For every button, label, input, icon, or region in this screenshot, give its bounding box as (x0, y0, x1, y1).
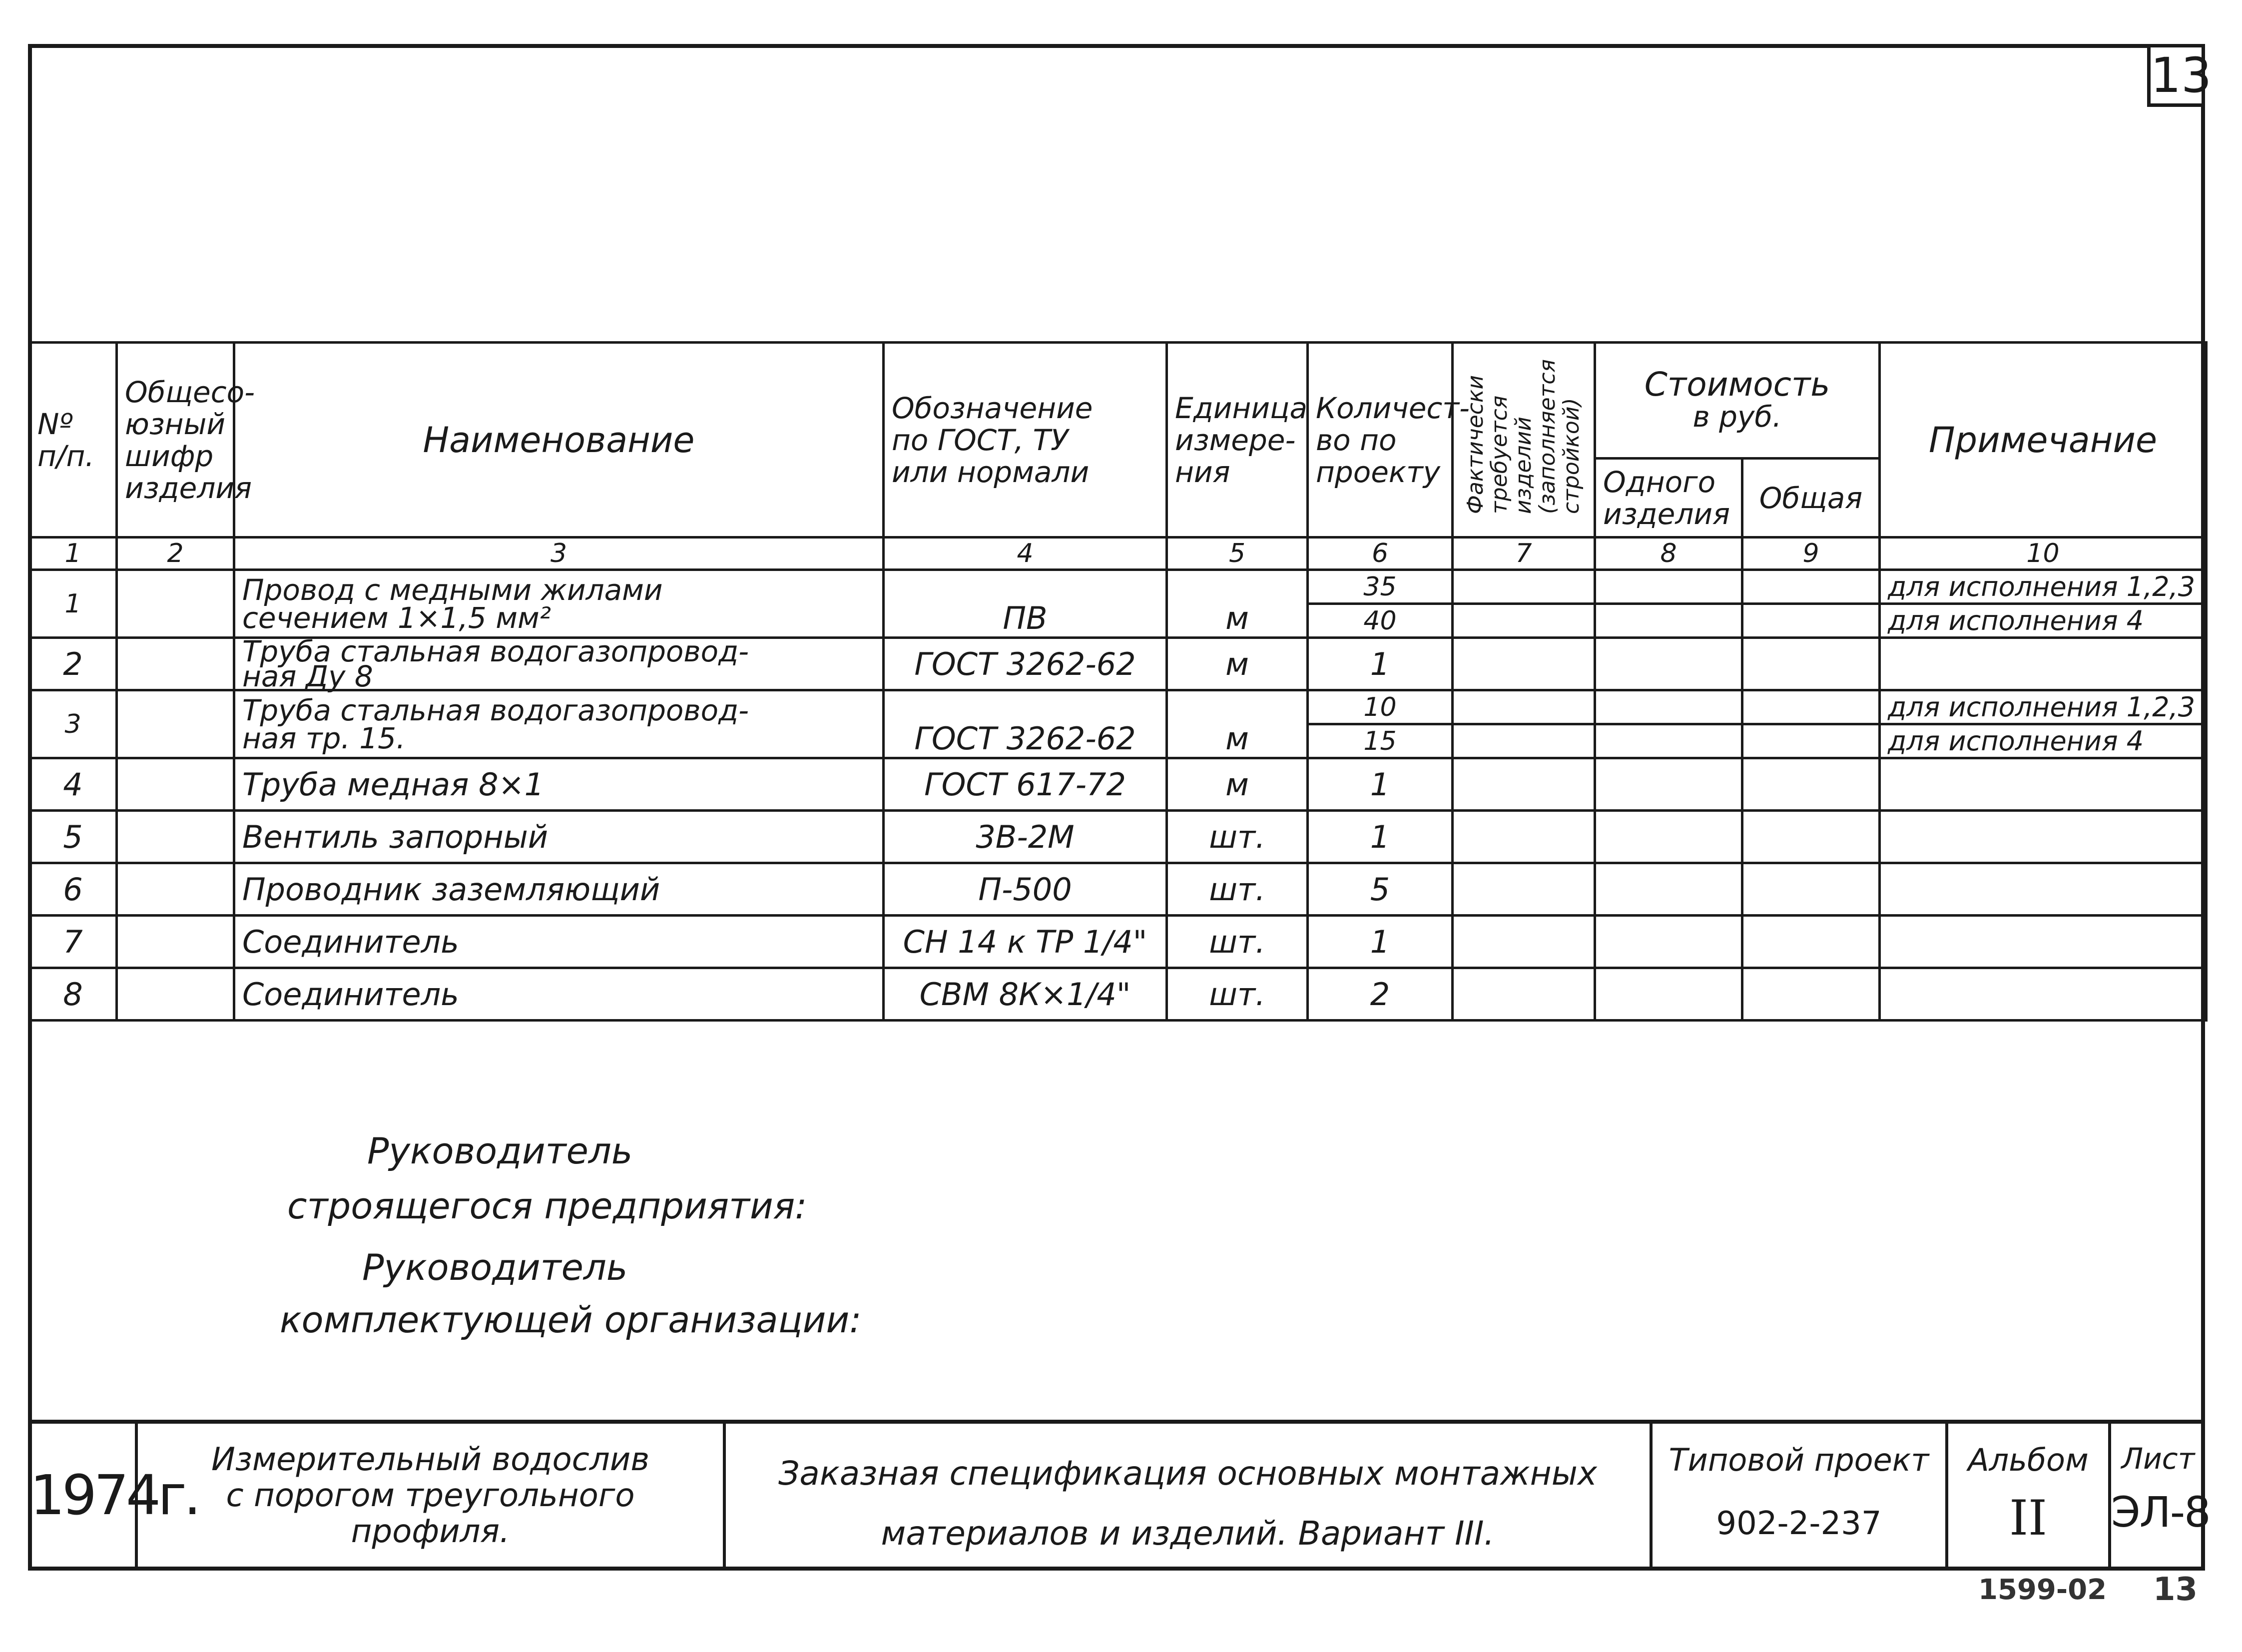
title-object-cell (138, 1424, 726, 1567)
row-num: 6 (29, 863, 117, 916)
row-name: Соединитель (234, 916, 884, 968)
row-remark: для исполнения 1,2,3 (1880, 570, 2207, 604)
row-name: Труба стальная водогазопровод- ная тр. 15. (234, 690, 884, 758)
row-name: Труба медная 8×1 (234, 758, 884, 811)
row-actual (1453, 863, 1595, 916)
row-num: 5 (29, 811, 117, 863)
row-qty: 1 (1308, 758, 1453, 811)
row-cipher (117, 916, 234, 968)
row-unit: шт. (1167, 968, 1308, 1021)
title-document-line: материалов и изделий. Вариант III. (881, 1514, 1495, 1553)
row-name: Труба стальная водогазопровод- ная Ду 8 (234, 638, 884, 690)
row-name: Провод с медными жилами сечением 1×1,5 мм² (234, 570, 884, 638)
row-designation: ГОСТ 3262-62 (884, 638, 1167, 690)
row-cipher (117, 638, 234, 690)
row-actual (1453, 811, 1595, 863)
row-unit: м (1167, 570, 1308, 638)
title-block (28, 1420, 2210, 1571)
title-sheet-value: ЭЛ-8 (2111, 1488, 2210, 1537)
row-qty: 5 (1308, 863, 1453, 916)
row-actual (1453, 968, 1595, 1021)
row-cost-one (1595, 811, 1742, 863)
row-cipher (117, 570, 234, 638)
signature-label-1: Руководитель (367, 1130, 633, 1172)
row-cipher (117, 863, 234, 916)
title-project-cell (1653, 1424, 1948, 1567)
row-cost-one (1595, 690, 1742, 724)
row-actual (1453, 570, 1595, 604)
row-cost-total (1742, 916, 1880, 968)
archive-mark: 1599-02 (1978, 1574, 2107, 1606)
table-row (29, 570, 2207, 604)
column-number-row (29, 538, 2207, 570)
title-object-line: с порогом треугольного (226, 1477, 635, 1514)
row-remark (1880, 863, 2207, 916)
signature-label-2: Руководитель (362, 1246, 628, 1288)
title-object-line: профиля. (351, 1513, 510, 1550)
table-row (29, 916, 2207, 968)
header-remark: Примечание (1880, 343, 2207, 538)
title-album-value: II (2009, 1490, 2047, 1546)
title-object-line: Измерительный водослив (211, 1441, 650, 1478)
row-designation: ГОСТ 3262-62 (884, 690, 1167, 758)
row-qty: 35 (1308, 570, 1453, 604)
row-qty: 10 (1308, 690, 1453, 724)
row-num: 8 (29, 968, 117, 1021)
row-actual (1453, 638, 1595, 690)
row-actual (1453, 916, 1595, 968)
row-cost-one (1595, 968, 1742, 1021)
table-row (29, 811, 2207, 863)
row-cost-one (1595, 724, 1742, 758)
row-cost-total (1742, 570, 1880, 604)
header-designation: Обозначение по ГОСТ, ТУ или нормали (884, 343, 1167, 538)
row-actual (1453, 724, 1595, 758)
row-designation: ПВ (884, 570, 1167, 638)
sheet-number: 13 (2147, 44, 2205, 107)
row-unit: шт. (1167, 811, 1308, 863)
row-unit: шт. (1167, 863, 1308, 916)
title-project-label: Типовой проект (1669, 1442, 1929, 1478)
row-name: Соединитель (234, 968, 884, 1021)
table-row (29, 863, 2207, 916)
table-row (29, 638, 2207, 690)
header-unit: Единица измере- ния (1167, 343, 1308, 538)
row-num: 3 (29, 690, 117, 758)
specification-table (28, 341, 2208, 1022)
row-remark (1880, 638, 2207, 690)
row-cost-total (1742, 690, 1880, 724)
row-designation: 3В-2М (884, 811, 1167, 863)
row-cost-one (1595, 916, 1742, 968)
row-remark: для исполнения 4 (1880, 604, 2207, 638)
row-remark: для исполнения 4 (1880, 724, 2207, 758)
header-row (29, 343, 2207, 459)
row-num: 4 (29, 758, 117, 811)
row-cost-one (1595, 570, 1742, 604)
table-row (29, 690, 2207, 724)
row-unit: м (1167, 758, 1308, 811)
row-num: 1 (29, 570, 117, 638)
row-cost-total (1742, 863, 1880, 916)
table-row (29, 758, 2207, 811)
title-album-label: Альбом (1968, 1442, 2089, 1478)
table-row (29, 968, 2207, 1021)
row-num: 7 (29, 916, 117, 968)
row-remark (1880, 811, 2207, 863)
row-num: 2 (29, 638, 117, 690)
row-name: Проводник заземляющий (234, 863, 884, 916)
col-number: 5 (1167, 538, 1308, 570)
title-project-number: 902-2-237 (1716, 1505, 1882, 1542)
row-unit: м (1167, 638, 1308, 690)
row-remark (1880, 916, 2207, 968)
title-sheet-label: Лист (2121, 1442, 2195, 1476)
row-actual (1453, 604, 1595, 638)
col-number: 8 (1595, 538, 1742, 570)
col-number: 3 (234, 538, 884, 570)
col-number: 9 (1742, 538, 1880, 570)
signature-label-1b: строящегося предприятия: (287, 1185, 807, 1227)
row-designation: П-500 (884, 863, 1167, 916)
row-cipher (117, 968, 234, 1021)
col-number: 6 (1308, 538, 1453, 570)
row-actual (1453, 690, 1595, 724)
row-cost-total (1742, 638, 1880, 690)
header-cipher: Общесо- юзный шифр изделия (117, 343, 234, 538)
col-number: 1 (29, 538, 117, 570)
row-designation: СН 14 к ТР 1/4" (884, 916, 1167, 968)
row-unit: м (1167, 690, 1308, 758)
row-cost-total (1742, 724, 1880, 758)
row-designation: СВМ 8К×1/4" (884, 968, 1167, 1021)
row-qty: 1 (1308, 638, 1453, 690)
header-num: Nº п/п. (29, 343, 117, 538)
title-year: 1974г. (30, 1463, 198, 1527)
row-cost-one (1595, 863, 1742, 916)
row-cipher (117, 811, 234, 863)
row-cost-total (1742, 968, 1880, 1021)
row-cost-one (1595, 758, 1742, 811)
title-year-cell (28, 1424, 198, 1567)
row-name: Вентиль запорный (234, 811, 884, 863)
row-qty: 40 (1308, 604, 1453, 638)
archive-mark-page: 13 (2153, 1571, 2198, 1608)
title-sheet-cell (2111, 1424, 2210, 1567)
row-remark: для исполнения 1,2,3 (1880, 690, 2207, 724)
row-qty: 2 (1308, 968, 1453, 1021)
row-qty: 1 (1308, 811, 1453, 863)
header-cost-total: Общая (1742, 459, 1880, 538)
title-document-cell (726, 1424, 1653, 1567)
row-cost-total (1742, 811, 1880, 863)
row-designation: ГОСТ 617-72 (884, 758, 1167, 811)
header-qty: Количест- во по проекту (1308, 343, 1453, 538)
row-actual (1453, 758, 1595, 811)
header-cost-one: Одного изделия (1595, 459, 1742, 538)
title-album-cell (1948, 1424, 2111, 1567)
row-qty: 1 (1308, 916, 1453, 968)
row-cost-total (1742, 604, 1880, 638)
header-actual: Фактически требуется изделий (заполняется стройкой) (1453, 343, 1595, 538)
title-document-line: Заказная спецификация основных монтажных (778, 1454, 1597, 1493)
col-number: 7 (1453, 538, 1595, 570)
row-cost-one (1595, 604, 1742, 638)
row-cipher (117, 690, 234, 758)
row-remark (1880, 758, 2207, 811)
row-cipher (117, 758, 234, 811)
row-unit: шт. (1167, 916, 1308, 968)
row-cost-one (1595, 638, 1742, 690)
col-number: 2 (117, 538, 234, 570)
row-qty: 15 (1308, 724, 1453, 758)
header-cost: Стоимость в руб. (1595, 343, 1880, 459)
header-name: Наименование (234, 343, 884, 538)
signature-label-2b: комплектующей организации: (280, 1299, 862, 1341)
col-number: 4 (884, 538, 1167, 570)
col-number: 10 (1880, 538, 2207, 570)
row-cost-total (1742, 758, 1880, 811)
row-remark (1880, 968, 2207, 1021)
